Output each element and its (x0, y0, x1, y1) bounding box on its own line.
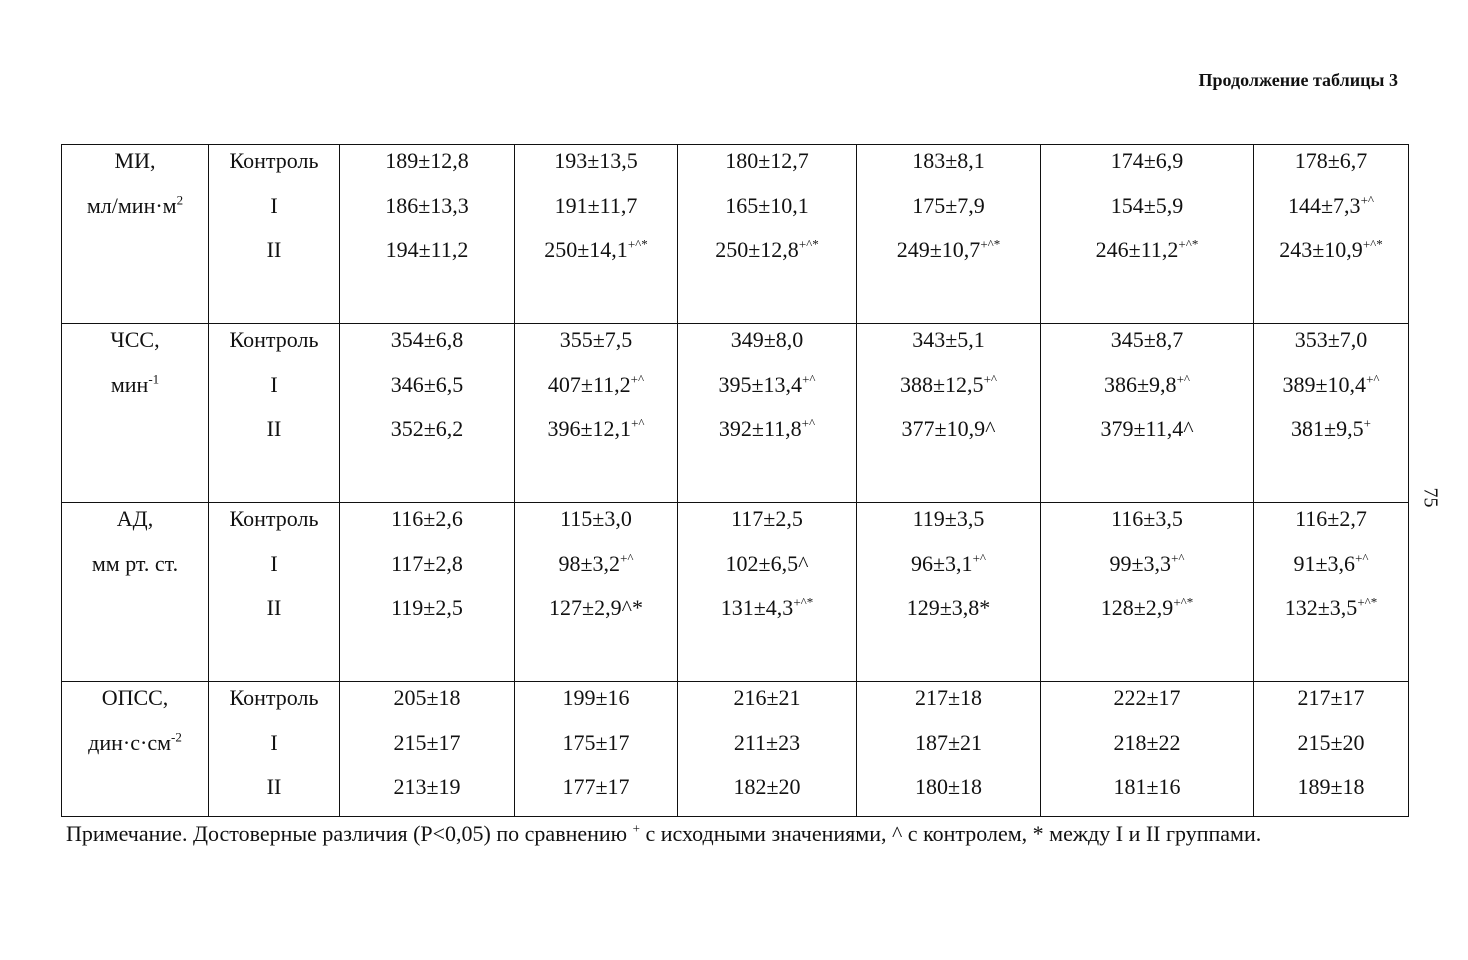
value-text: 180±12,7 (725, 148, 809, 173)
table-value (1041, 369, 1253, 414)
table-value (678, 324, 856, 369)
note-plus-mark: + (632, 820, 640, 836)
value-text: 389±10,4 (1282, 371, 1367, 397)
value-text: 181±16 (1113, 774, 1181, 799)
value-cell (678, 503, 857, 682)
table-value (1041, 503, 1253, 548)
table-value (678, 503, 856, 548)
table-value (1254, 413, 1408, 458)
value-text: 189±18 (1297, 774, 1365, 799)
value-text: 98±3,2 (558, 550, 621, 576)
parameter-name: ОПСС, (101, 685, 169, 710)
value-text: 180±18 (914, 774, 983, 799)
parameter-block (62, 324, 1409, 503)
table-value (678, 727, 856, 772)
table-value (857, 369, 1040, 414)
value-cell (515, 324, 678, 503)
significance-mark: +^* (1362, 236, 1383, 252)
table-value (857, 145, 1040, 190)
parameter-unit (62, 548, 208, 593)
table-value (857, 727, 1040, 772)
value-cell (1041, 145, 1254, 324)
value-text: 99±3,3 (1109, 550, 1172, 576)
parameter-name-cell (62, 503, 209, 682)
significance-mark: +^ (983, 371, 997, 387)
table-value (515, 369, 677, 414)
value-cell (515, 682, 678, 817)
table-value (678, 682, 856, 727)
significance-mark: +^* (1357, 594, 1378, 610)
table-value (515, 413, 677, 458)
table-value (857, 190, 1040, 235)
value-cell (515, 145, 678, 324)
value-text: 250±12,8 (715, 237, 799, 262)
value-text: 189±12,8 (385, 148, 469, 173)
value-text: 116±2,7 (1295, 506, 1367, 531)
parameter-unit (62, 369, 208, 414)
table-value (340, 190, 514, 235)
table-value (1254, 369, 1408, 414)
value-text: 132±3,5 (1284, 595, 1358, 620)
parameter-unit (62, 727, 208, 772)
value-text: 191±11,7 (554, 192, 638, 218)
value-text: 392±11,8 (718, 416, 802, 441)
value-text: 349±8,0 (730, 327, 804, 352)
table-value (515, 503, 677, 548)
table-value (1041, 592, 1253, 637)
value-text: 250±14,1 (544, 237, 628, 262)
table-value (678, 369, 856, 414)
table-value (340, 503, 514, 548)
table-value (340, 234, 514, 279)
parameter-unit-text: мм рт. ст. (91, 550, 179, 576)
value-text: 388±12,5 (899, 371, 984, 397)
table-value (340, 771, 514, 816)
table-value (1041, 145, 1253, 190)
table-value (340, 548, 514, 593)
table-value (340, 727, 514, 772)
significance-mark: +^ (1366, 371, 1380, 387)
value-cell (857, 682, 1041, 817)
table-value (340, 369, 514, 414)
group-label: I (270, 550, 278, 576)
value-text: 215±17 (393, 729, 461, 755)
value-text: 115±3,0 (560, 506, 632, 531)
table-value (1041, 413, 1253, 458)
value-cell (857, 324, 1041, 503)
value-cell (678, 324, 857, 503)
value-text: 178±6,7 (1294, 148, 1368, 173)
table-value (515, 234, 677, 279)
table-note (66, 812, 1408, 856)
value-text: 174±6,9 (1110, 148, 1184, 173)
table-value (340, 592, 514, 637)
table-value (1254, 234, 1408, 279)
value-text: 127±2,9^* (549, 595, 643, 620)
table-value (515, 727, 677, 772)
value-text: 217±17 (1297, 685, 1365, 710)
value-cell (1254, 503, 1409, 682)
value-text: 177±17 (562, 774, 630, 799)
table-value (1041, 190, 1253, 235)
group-label: II (266, 595, 282, 620)
value-cell (340, 145, 515, 324)
note-text-end: с исходными значениями, ^ с контролем, * между I и II группами. (639, 821, 1262, 846)
table-value (857, 234, 1040, 279)
value-text: 144±7,3 (1287, 192, 1361, 218)
value-text: 355±7,5 (559, 327, 633, 352)
value-text: 407±11,2 (547, 371, 631, 397)
table-value (515, 190, 677, 235)
parameter-name-cell (62, 324, 209, 503)
value-text: 243±10,9 (1279, 237, 1363, 262)
significance-mark: +^ (1176, 371, 1190, 387)
table-value (340, 413, 514, 458)
value-text: 396±12,1 (547, 416, 632, 441)
table-value (1041, 234, 1253, 279)
table-value (1254, 771, 1408, 816)
table-value (1254, 727, 1408, 772)
value-text: 217±18 (914, 685, 983, 710)
value-text: 211±23 (733, 729, 801, 755)
value-text: 215±20 (1297, 729, 1365, 755)
table-value (857, 771, 1040, 816)
group-label: I (270, 192, 278, 218)
significance-mark: +^* (793, 594, 814, 610)
parameter-unit-exponent: -1 (148, 371, 160, 387)
table-value (857, 682, 1040, 727)
value-text: 193±13,5 (554, 148, 638, 173)
parameter-name-cell (62, 682, 209, 817)
value-cell (1254, 145, 1409, 324)
value-text: 102±6,5^ (725, 550, 809, 576)
value-cell (678, 682, 857, 817)
value-text: 352±6,2 (390, 416, 464, 441)
significance-mark: +^* (1178, 236, 1199, 252)
group-label: Контроль (229, 327, 319, 352)
parameter-unit (62, 190, 208, 235)
parameter-unit-exponent: 2 (176, 192, 184, 208)
value-text: 131±4,3 (720, 595, 794, 620)
significance-mark: +^ (972, 550, 986, 566)
table-value (857, 413, 1040, 458)
table-value (340, 682, 514, 727)
group-label: I (270, 371, 278, 397)
value-text: 343±5,1 (912, 327, 985, 352)
value-cell (340, 682, 515, 817)
table-value (515, 771, 677, 816)
value-text: 119±3,5 (912, 506, 985, 531)
significance-mark: + (1363, 415, 1371, 431)
table-value (1254, 682, 1408, 727)
value-text: 91±3,6 (1293, 550, 1356, 576)
parameter-block (62, 503, 1409, 682)
parameter-block (62, 682, 1409, 817)
parameter-block (62, 145, 1409, 324)
table-value (857, 324, 1040, 369)
page-number: 75 (1419, 487, 1442, 508)
value-text: 116±3,5 (1111, 506, 1183, 531)
group-cell (209, 682, 340, 817)
parameter-name-cell (62, 145, 209, 324)
significance-mark: +^ (802, 371, 816, 387)
significance-mark: +^ (631, 415, 645, 431)
table-value (340, 324, 514, 369)
table-value (1254, 145, 1408, 190)
value-cell (515, 503, 678, 682)
parameter-name: МИ, (114, 148, 156, 173)
value-text: 199±16 (562, 685, 630, 710)
value-cell (1254, 324, 1409, 503)
value-text: 119±2,5 (391, 595, 463, 620)
value-text: 379±11,4^ (1100, 416, 1194, 441)
table-caption: Продолжение таблицы 3 (1198, 70, 1398, 90)
value-text: 377±10,9^ (901, 416, 996, 441)
value-text: 128±2,9 (1100, 595, 1174, 620)
value-text: 246±11,2 (1095, 237, 1179, 262)
value-text: 218±22 (1113, 729, 1181, 755)
group-label: II (266, 237, 282, 262)
value-text: 345±8,7 (1110, 327, 1184, 352)
group-label: Контроль (229, 506, 319, 531)
value-cell (340, 324, 515, 503)
value-cell (857, 503, 1041, 682)
group-cell (209, 145, 340, 324)
value-text: 117±2,5 (731, 506, 803, 531)
value-text: 194±11,2 (385, 237, 469, 262)
value-text: 381±9,5 (1291, 416, 1364, 441)
significance-mark: +^* (980, 236, 1001, 252)
parameter-unit-text: мин (110, 371, 149, 397)
significance-mark: +^ (1360, 192, 1374, 208)
value-text: 186±13,3 (385, 192, 469, 218)
value-text: 117±2,8 (391, 550, 463, 576)
table-value (1254, 190, 1408, 235)
significance-mark: +^ (1171, 550, 1185, 566)
group-label: II (266, 774, 282, 799)
table-value (678, 190, 856, 235)
value-text: 395±13,4 (718, 371, 803, 397)
value-text: 354±6,8 (390, 327, 464, 352)
value-cell (1254, 682, 1409, 817)
value-text: 116±2,6 (391, 506, 463, 531)
value-text: 182±20 (733, 774, 801, 799)
table-value (515, 324, 677, 369)
data-table (61, 144, 1409, 817)
table-value (515, 592, 677, 637)
value-text: 216±21 (733, 685, 801, 710)
table-value (1254, 548, 1408, 593)
value-text: 386±9,8 (1103, 371, 1177, 397)
table-value (678, 548, 856, 593)
table-value (1041, 771, 1253, 816)
parameter-unit-text: мл/мин·м (86, 192, 177, 218)
table-value (678, 234, 856, 279)
table-value (340, 145, 514, 190)
value-text: 165±10,1 (725, 192, 809, 218)
significance-mark: +^* (798, 236, 819, 252)
value-cell (857, 145, 1041, 324)
value-text: 175±7,9 (912, 192, 985, 218)
table-value (1041, 548, 1253, 593)
table-value (1254, 592, 1408, 637)
value-text: 129±3,8* (906, 595, 991, 620)
parameter-name: ЧСС, (110, 327, 160, 352)
parameter-unit-text: дин·с·см (88, 729, 171, 755)
value-text: 353±7,0 (1294, 327, 1368, 352)
table-value (1041, 324, 1253, 369)
table-value (1254, 503, 1408, 548)
value-text: 187±21 (914, 729, 983, 755)
table-value (1041, 682, 1253, 727)
value-text: 96±3,1 (910, 550, 973, 576)
significance-mark: +^* (1173, 594, 1194, 610)
value-text: 346±6,5 (390, 371, 464, 397)
value-text: 154±5,9 (1110, 192, 1184, 218)
value-text: 249±10,7 (896, 237, 981, 262)
significance-mark: +^ (630, 371, 645, 387)
table-value (857, 548, 1040, 593)
parameter-name: АД, (116, 506, 154, 531)
value-text: 213±19 (393, 774, 461, 799)
value-text: 222±17 (1113, 685, 1181, 710)
group-label: I (270, 729, 278, 755)
value-cell (678, 145, 857, 324)
group-label: Контроль (229, 685, 319, 710)
group-cell (209, 324, 340, 503)
parameter-unit-exponent: -2 (171, 729, 182, 745)
table-value (515, 548, 677, 593)
significance-mark: +^ (801, 415, 816, 431)
value-text: 183±8,1 (912, 148, 985, 173)
table-value (1254, 324, 1408, 369)
value-text: 205±18 (393, 685, 461, 710)
value-cell (340, 503, 515, 682)
value-text: 175±17 (562, 729, 630, 755)
significance-mark: +^ (620, 550, 634, 566)
value-cell (1041, 503, 1254, 682)
table-value (515, 682, 677, 727)
table-value (678, 145, 856, 190)
value-cell (1041, 682, 1254, 817)
table-value (1041, 727, 1253, 772)
table-value (857, 503, 1040, 548)
table-value (678, 413, 856, 458)
group-cell (209, 503, 340, 682)
significance-mark: +^* (627, 236, 648, 252)
value-cell (1041, 324, 1254, 503)
table-value (678, 592, 856, 637)
table-value (678, 771, 856, 816)
group-label: II (266, 416, 282, 441)
table-value (857, 592, 1040, 637)
group-label: Контроль (229, 148, 319, 173)
table-value (515, 145, 677, 190)
note-text-start: Примечание. Достоверные различия (Р<0,05) по сравнению (66, 821, 633, 846)
significance-mark: +^ (1355, 550, 1369, 566)
